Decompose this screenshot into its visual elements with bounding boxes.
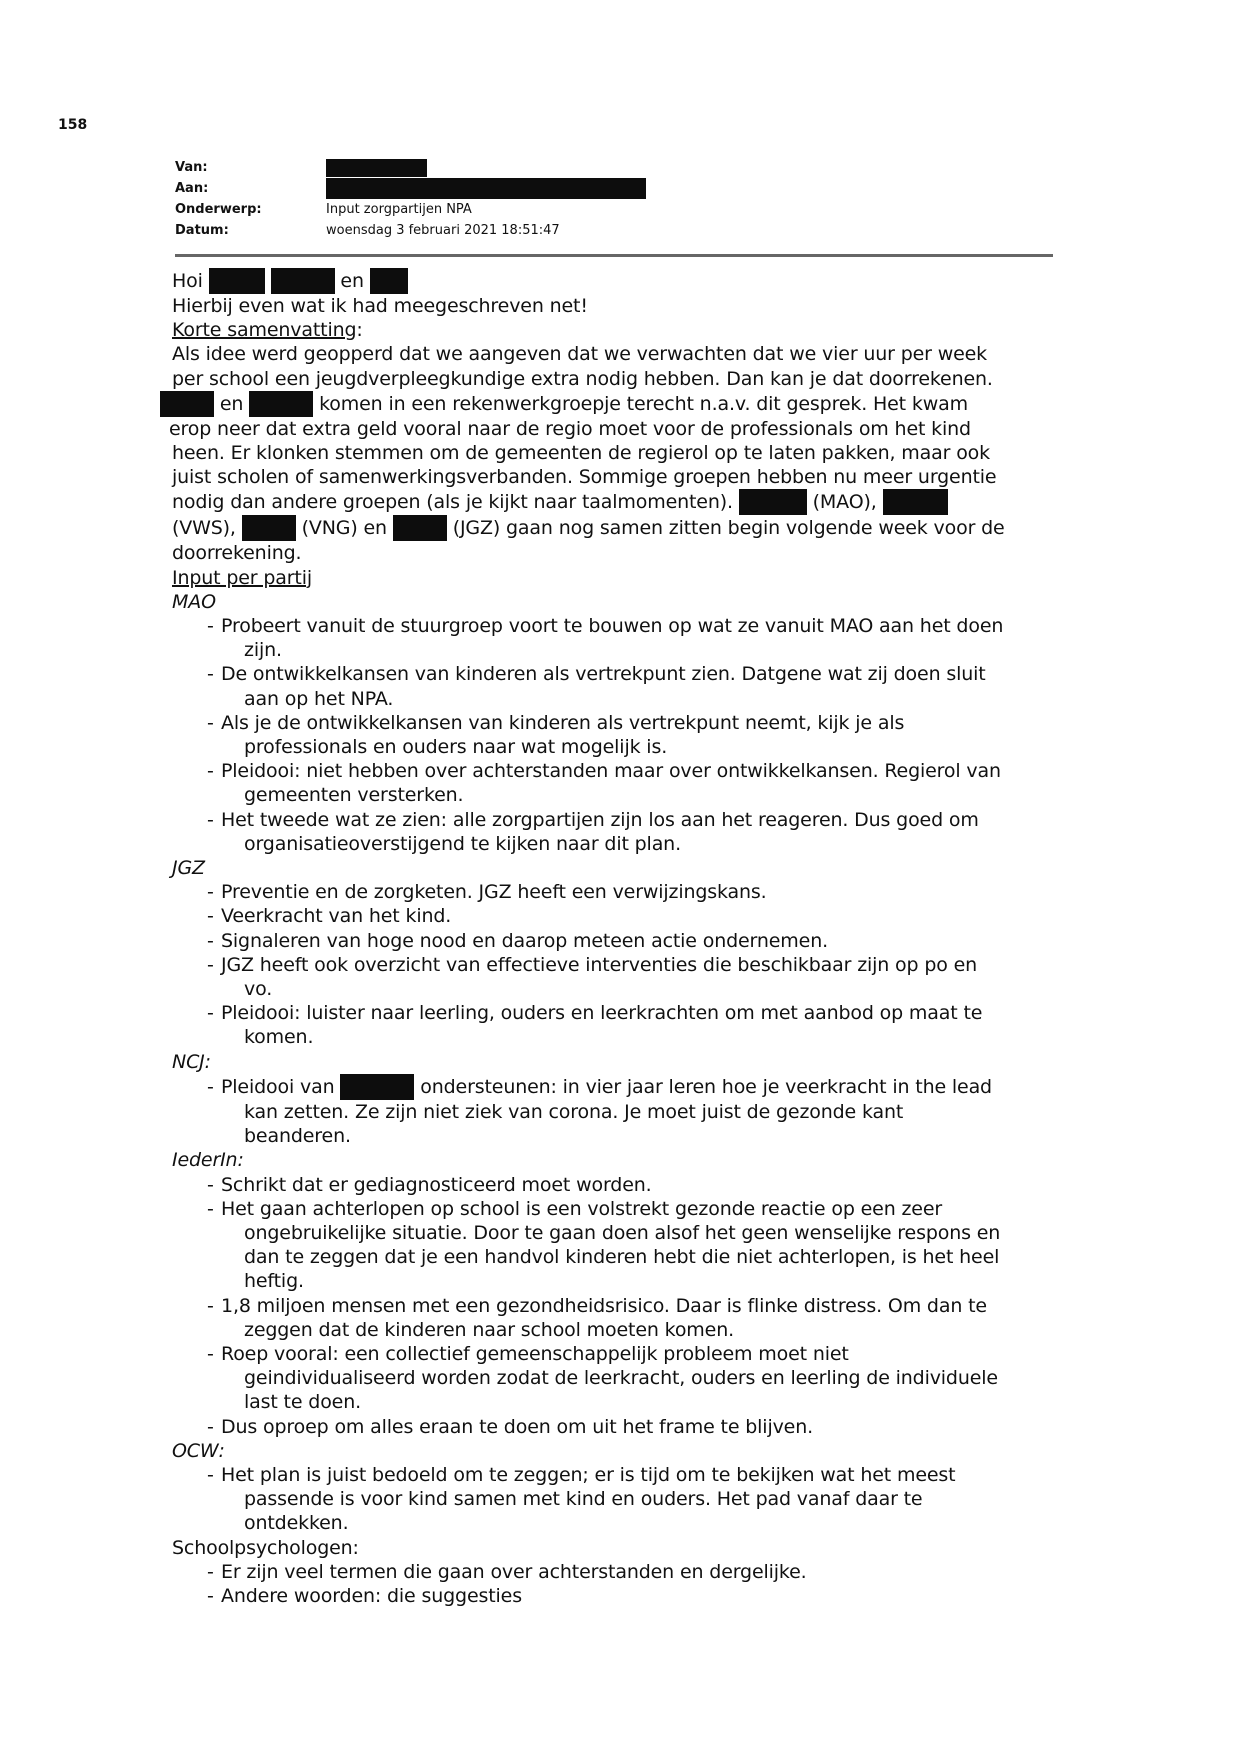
bullet-dash: - [207, 663, 214, 686]
bullet-text: passende is voor kind samen met kind en ouders. Het pad vanaf daar te [244, 1488, 923, 1511]
bullet-text: geindividualiseerd worden zodat de leerkracht, ouders en leerling de individuele [244, 1367, 998, 1390]
section-title-schoolpsychologen: Schoolpsychologen: [172, 1536, 359, 1559]
bullet-dash: - [207, 929, 214, 952]
bullet-item [207, 1560, 1072, 1584]
from-row [175, 157, 955, 178]
bullet-item [207, 711, 1072, 759]
bullet-item [207, 1342, 1072, 1415]
bullet-text: Schrikt dat er gediagnosticeerd moet worden. [221, 1173, 652, 1196]
bullet-dash: - [207, 1002, 214, 1025]
bullet-text: ongebruikelijke situatie. Door te gaan doen alsof het geen wenselijke respons en [244, 1221, 1001, 1244]
summary-line [172, 489, 1072, 515]
greeting-hoi: Hoi [172, 270, 203, 292]
to-row [175, 178, 955, 199]
bullet-item [207, 1074, 1072, 1148]
bullet-text: Preventie en de zorgketen. JGZ heeft een verwijzingskans. [221, 881, 767, 904]
bullet-text: 1,8 miljoen mensen met een gezondheidsrisico. Daar is flinke distress. Om dan te [221, 1294, 987, 1317]
bullet-text: heftig. [244, 1270, 304, 1293]
bullet-text: JGZ heeft ook overzicht van effectieve interventies die beschikbaar zijn op po en [221, 953, 978, 976]
bullet-dash: - [207, 808, 214, 831]
section-title-jgz: JGZ [172, 857, 205, 880]
bullet-text: organisatieoverstijgend te kijken naar dit plan. [244, 832, 681, 855]
page-number: 158 [58, 117, 88, 133]
greeting-line [172, 268, 1072, 294]
from-label: Van: [175, 160, 208, 175]
bullet-text: zeggen dat de kinderen naar school moeten komen. [244, 1318, 734, 1341]
bullet-text: aan op het NPA. [244, 687, 394, 710]
bullet-item [207, 1294, 1072, 1342]
bullet-text: komen. [244, 1026, 314, 1049]
bullet-text: Het plan is juist bedoeld om te zeggen; er is tijd om te bekijken wat het meest [221, 1463, 956, 1486]
bullet-text: Roep vooral: een collectief gemeenschappelijk probleem moet niet [221, 1342, 849, 1365]
section-title-ocw: OCW: [172, 1439, 225, 1462]
bullet-dash: - [207, 1463, 214, 1486]
redaction [271, 268, 335, 294]
header-divider [175, 254, 1053, 257]
summary-text: (VWS), [172, 517, 236, 540]
from-redaction [326, 159, 427, 177]
bullet-item [207, 1415, 1072, 1439]
summary-text: komen in een rekenwerkgroepje terecht n.a.v. dit gesprek. Het kwam [319, 392, 968, 415]
to-redaction [326, 178, 646, 199]
summary-text: nodig dan andere groepen (als je kijkt naar taalmomenten). [172, 491, 733, 514]
bullet-text: last te doen. [244, 1391, 361, 1414]
bullet-dash: - [207, 953, 214, 976]
bullet-dash: - [207, 881, 214, 904]
summary-line: Als idee werd geopperd dat we aangeven dat we verwachten dat we vier uur per week [172, 343, 988, 366]
redaction [370, 268, 408, 294]
date-value: woensdag 3 februari 2021 18:51:47 [326, 223, 560, 238]
greeting-line-2: Hierbij even wat ik had meegeschreven net! [172, 295, 588, 317]
bullet-item [207, 808, 1072, 856]
summary-heading-line [172, 318, 1072, 342]
input-heading: Input per partij [172, 566, 312, 589]
bullet-item [207, 929, 1072, 953]
bullet-text: ondersteunen: in vier jaar leren hoe je veerkracht in the lead [420, 1075, 992, 1098]
summary-line: erop neer dat extra geld vooral naar de regio moet voor de professionals om het kind [169, 417, 971, 440]
summary-text: (MAO), [812, 491, 877, 514]
summary-line: per school een jeugdverpleegkundige extra nodig hebben. Dan kan je dat doorrekenen. [172, 367, 993, 390]
redaction [249, 391, 313, 417]
subject-label: Onderwerp: [175, 202, 262, 217]
redaction [883, 489, 948, 515]
bullet-text: gemeenten versterken. [244, 784, 464, 807]
bullet-dash: - [207, 760, 214, 783]
summary-line [160, 391, 1072, 417]
bullet-dash: - [207, 905, 214, 928]
bullet-item [207, 662, 1072, 710]
summary-line: doorrekening. [172, 542, 302, 565]
bullet-dash: - [207, 615, 214, 638]
bullet-text: Signaleren van hoge nood en daarop meteen actie ondernemen. [221, 929, 828, 952]
bullet-item [207, 1001, 1072, 1049]
bullet-text: Pleidooi: niet hebben over achterstanden maar over ontwikkelkansen. Regierol van [221, 760, 1001, 783]
bullet-text: Het gaan achterlopen op school is een volstrekt gezonde reactie op een zeer [221, 1197, 943, 1220]
email-body [169, 268, 1072, 1608]
bullet-text: De ontwikkelkansen van kinderen als vertrekpunt zien. Datgene wat zij doen sluit [221, 663, 986, 686]
bullet-item [207, 904, 1072, 928]
subject-row [175, 199, 955, 220]
section-title-iederin: IederIn: [172, 1149, 244, 1172]
bullet-item [207, 1584, 1072, 1608]
bullet-dash: - [207, 1584, 214, 1607]
summary-line [172, 515, 1072, 541]
bullet-dash: - [207, 1173, 214, 1196]
bullet-text: Andere woorden: die suggesties [221, 1584, 522, 1607]
bullet-dash: - [207, 1294, 214, 1317]
summary-text: (VNG) en [301, 517, 387, 540]
redaction [340, 1074, 414, 1100]
bullet-text: Pleidooi: luister naar leerling, ouders en leerkrachten om met aanbod op maat te [221, 1002, 983, 1025]
greeting-en: en [340, 270, 364, 292]
bullet-text: Als je de ontwikkelkansen van kinderen als vertrekpunt neemt, kijk je als [221, 711, 905, 734]
redaction [393, 515, 447, 541]
subject-value: Input zorgpartijen NPA [326, 202, 472, 217]
redaction [209, 268, 265, 294]
bullet-text: dan te zeggen dat je een handvol kinderen hebt die niet achterlopen, is het heel [244, 1246, 1000, 1269]
summary-text: (JGZ) gaan nog samen zitten begin volgende week voor de [452, 517, 1005, 540]
email-header [175, 157, 955, 241]
bullet-dash: - [207, 1560, 214, 1583]
bullet-text: kan zetten. Ze zijn niet ziek van corona. Je moet juist de gezonde kant [244, 1100, 904, 1123]
bullet-item [207, 759, 1072, 807]
bullet-item [207, 614, 1072, 662]
bullet-dash: - [207, 711, 214, 734]
bullet-text: Er zijn veel termen die gaan over achterstanden en dergelijke. [221, 1560, 807, 1583]
date-row [175, 220, 955, 241]
summary-line: juist scholen of samenwerkingsverbanden. Sommige groepen hebben nu meer urgentie [172, 466, 997, 489]
bullet-text: vo. [244, 978, 273, 1001]
bullet-text: Het tweede wat ze zien: alle zorgpartijen zijn los aan het reageren. Dus goed om [221, 808, 979, 831]
bullet-item [207, 1173, 1072, 1197]
summary-text: en [219, 392, 244, 415]
bullet-dash: - [207, 1342, 214, 1365]
redaction [160, 391, 214, 417]
bullet-text: Veerkracht van het kind. [221, 905, 452, 928]
bullet-item [207, 880, 1072, 904]
bullet-text: beanderen. [244, 1125, 351, 1148]
bullet-dash: - [207, 1415, 214, 1438]
summary-heading-colon: : [356, 319, 363, 342]
bullet-text: professionals en ouders naar wat mogelijk is. [244, 736, 668, 759]
bullet-item [207, 953, 1072, 1001]
bullet-text: zijn. [244, 639, 282, 662]
bullet-text: Probeert vanuit de stuurgroep voort te bouwen op wat ze vanuit MAO aan het doen [221, 615, 1004, 638]
input-heading-line [172, 566, 1072, 590]
bullet-dash: - [207, 1075, 214, 1098]
redaction [739, 489, 807, 515]
bullet-dash: - [207, 1197, 214, 1220]
date-label: Datum: [175, 223, 229, 238]
summary-line: heen. Er klonken stemmen om de gemeenten de regierol op te laten pakken, maar ook [172, 442, 991, 465]
bullet-text: Pleidooi van [221, 1075, 335, 1098]
summary-heading: Korte samenvatting [172, 319, 357, 342]
bullet-item [207, 1197, 1072, 1294]
to-label: Aan: [175, 181, 209, 196]
bullet-text: Dus oproep om alles eraan te doen om uit het frame te blijven. [221, 1415, 813, 1438]
bullet-item [207, 1463, 1072, 1536]
section-title-mao: MAO [172, 590, 216, 613]
section-title-ncj: NCJ: [172, 1050, 211, 1073]
redaction [242, 515, 296, 541]
bullet-text: ontdekken. [244, 1512, 349, 1535]
